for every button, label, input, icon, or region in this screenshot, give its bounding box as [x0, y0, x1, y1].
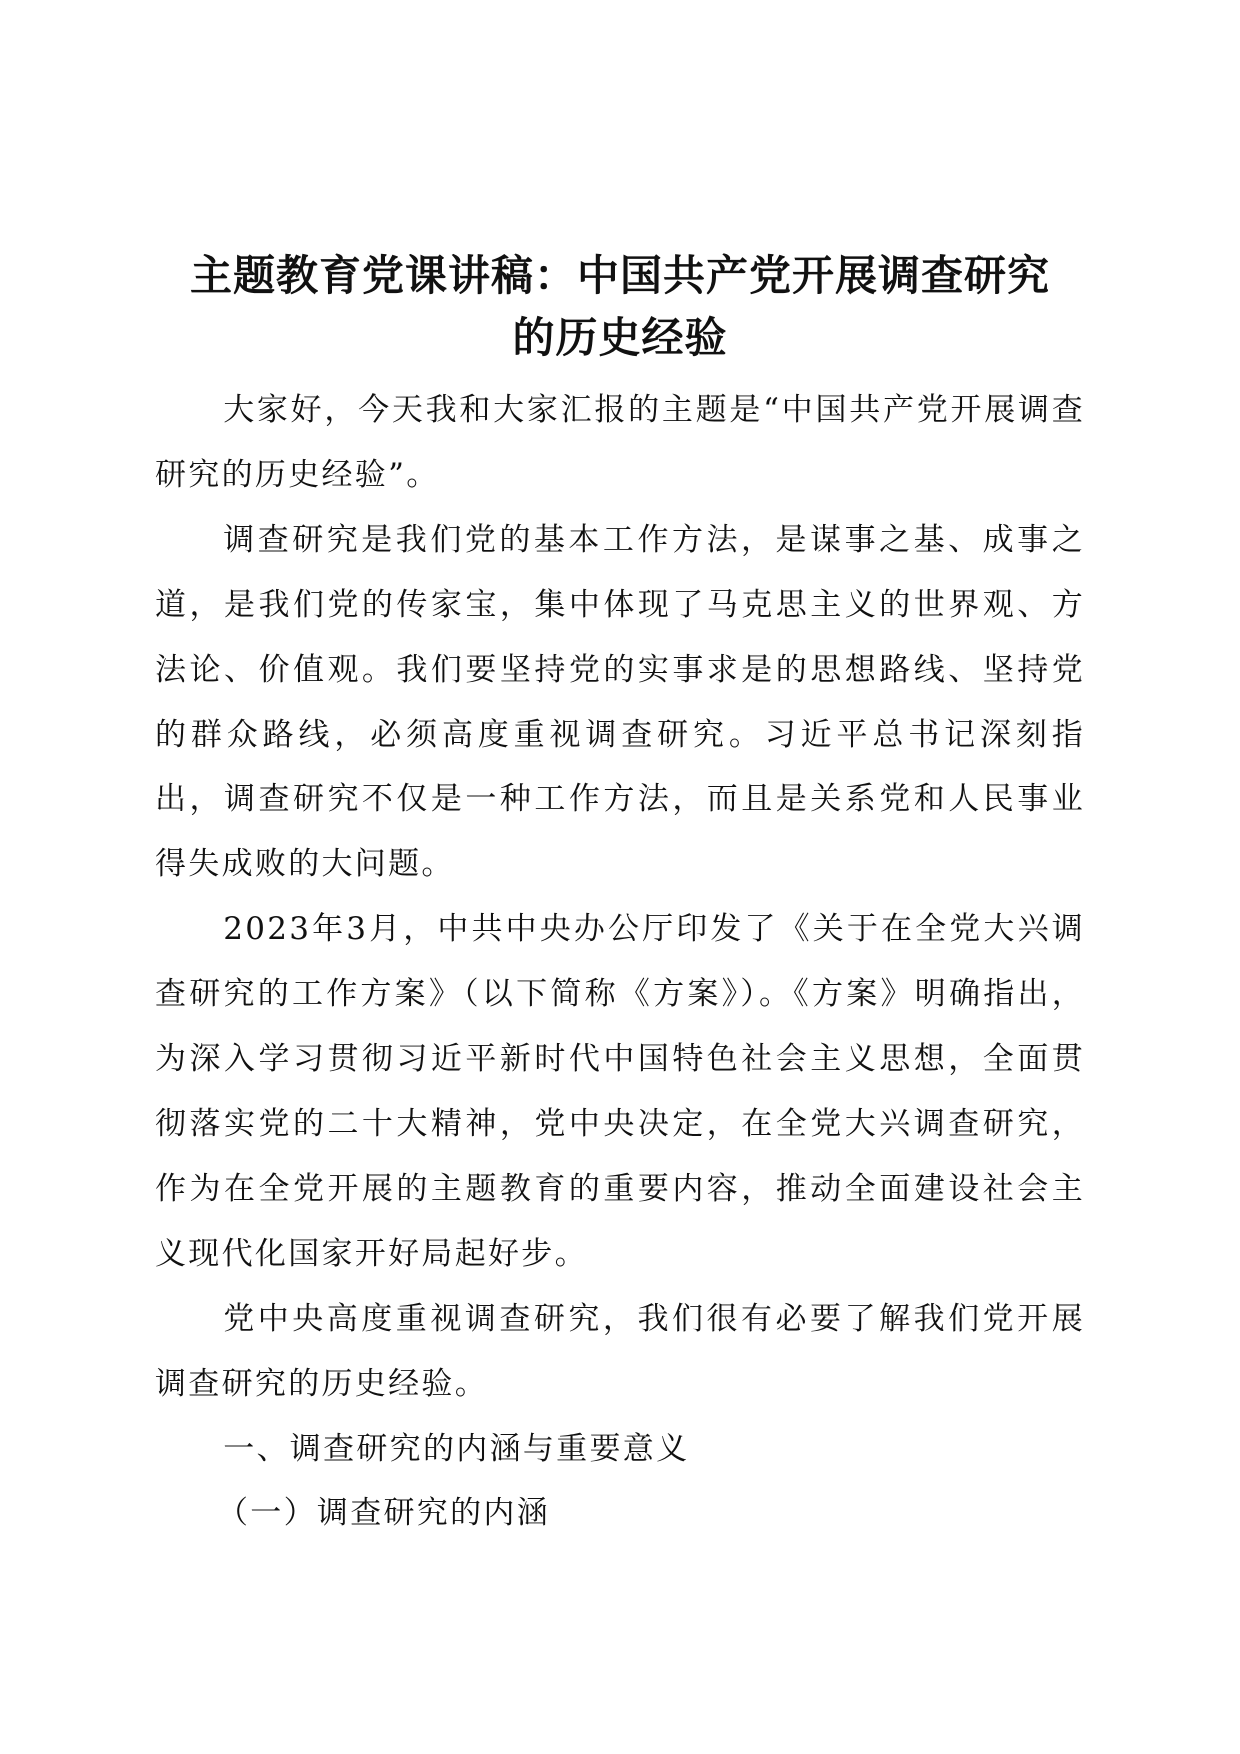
section-heading: 一、调查研究的内涵与重要意义: [223, 1430, 690, 1467]
paragraph-history: 党中央高度重视调查研究，我们很有必要了解我们党开展调查研究的历史经验。: [155, 1300, 1085, 1402]
paragraph-work-plan: 2023年3月，中共中央办公厅印发了《关于在全党大兴调查研究的工作方案》（以下简称《方案》）。《方案》明确指出，为深入学习贯彻习近平新时代中国特色社会主义思想，全面贯彻落实党的二十大精神，党中央决定，在全党大兴调查研究，作为在全党开展的主题教育的重要内容，推动全面建设社会主义现代化国家开好局起好步。: [155, 911, 1085, 1272]
paragraph-research-method: 调查研究是我们党的基本工作方法，是谋事之基、成事之道，是我们党的传家宝，集中体现了马克思主义的世界观、方法论、价值观。我们要坚持党的实事求是的思想路线、坚持党的群众路线，必须高度重视调查研究。习近平总书记深刻指出，调查研究不仅是一种工作方法，而且是关系党和人民事业得失成败的大问题。: [155, 521, 1085, 883]
title-line-2: 的历史经验: [512, 313, 728, 362]
subsection-heading: （一）调查研究的内涵: [217, 1495, 550, 1532]
document-title: [150, 245, 1090, 369]
paragraph-greeting: 大家好，今天我和大家汇报的主题是“中国共产党开展调查研究的历史经验”。: [155, 392, 1085, 493]
title-line-1: 主题教育党课讲稿：中国共产党开展调查研究: [189, 251, 1050, 300]
document-body: [155, 378, 1085, 1546]
